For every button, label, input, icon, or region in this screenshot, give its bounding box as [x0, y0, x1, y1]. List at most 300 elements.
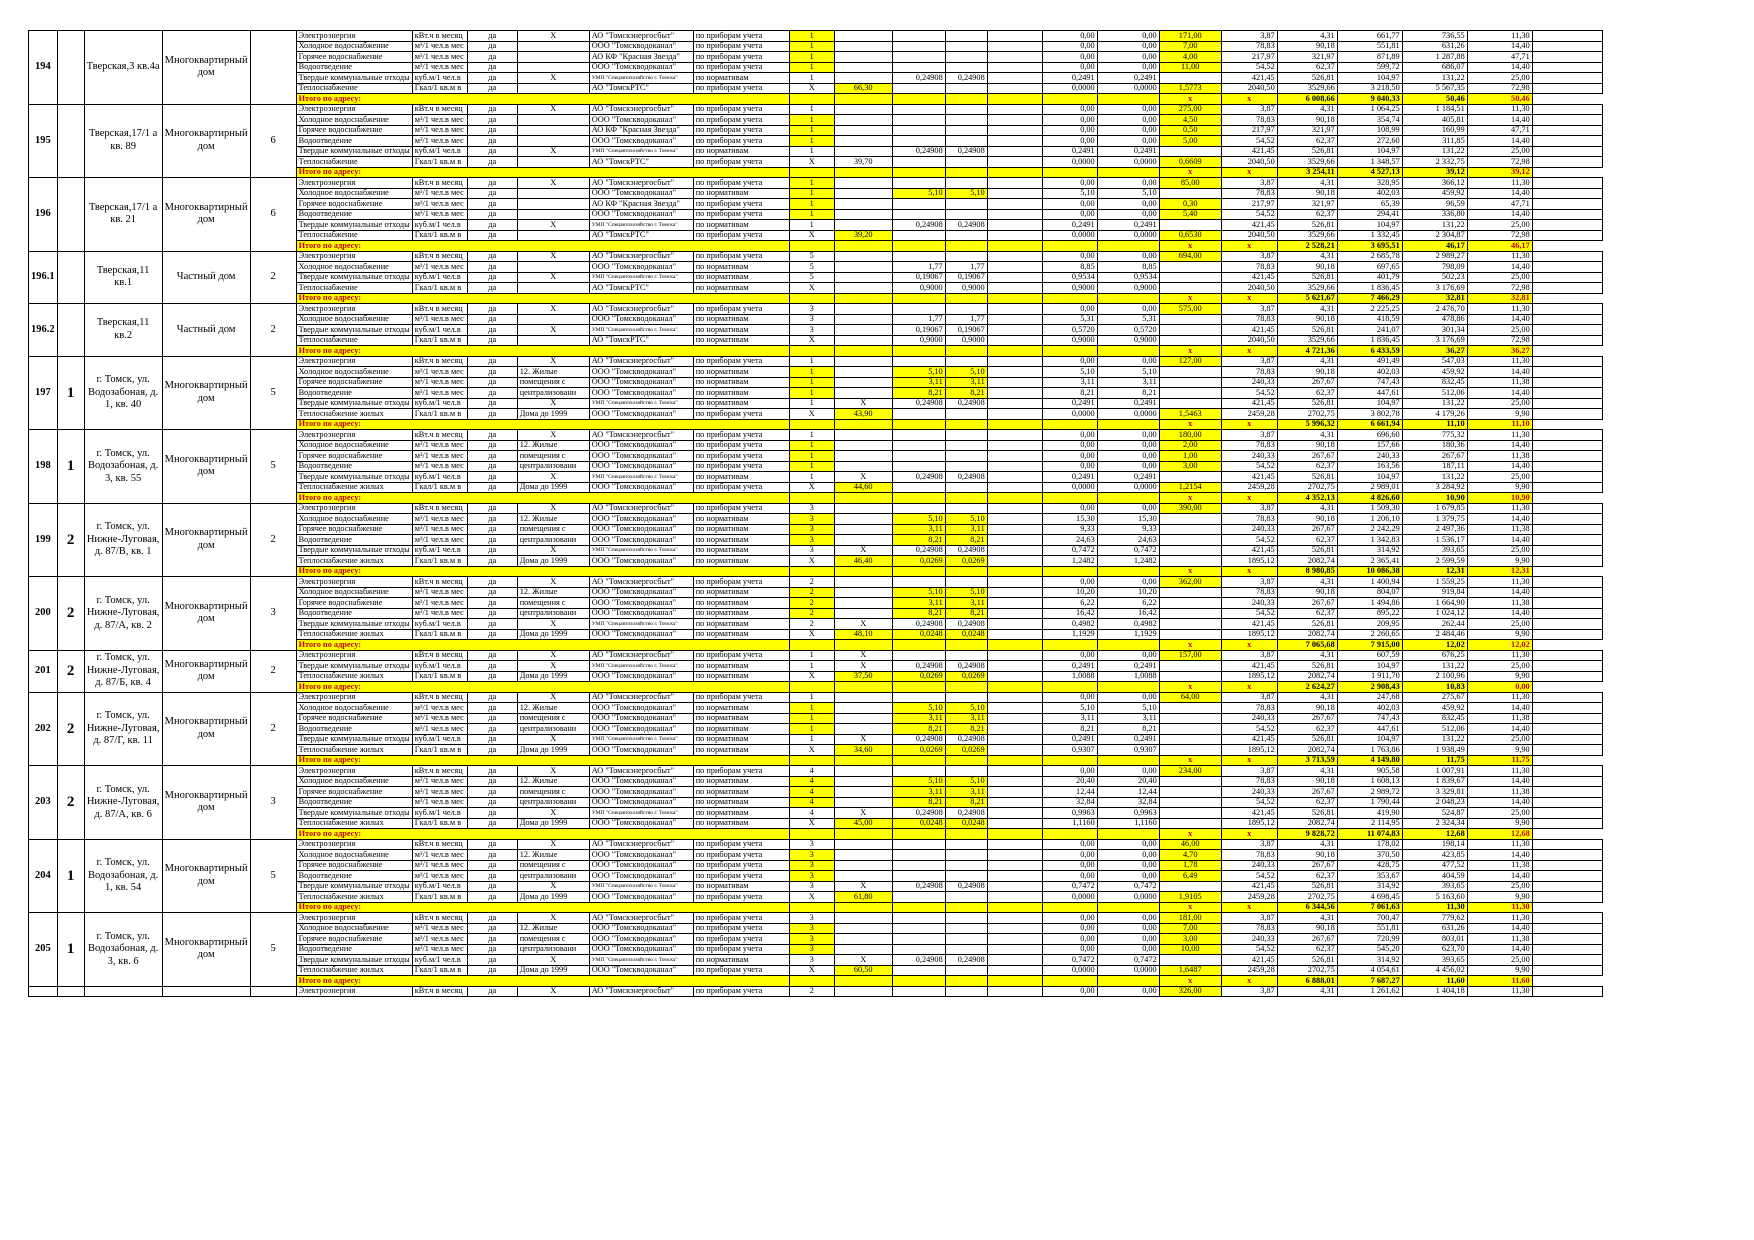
- end-cell: [1532, 923, 1602, 934]
- norm-2-cell: [945, 965, 987, 976]
- norm-2-cell: 8,21: [945, 535, 987, 546]
- volume-cell: 181,00: [1159, 913, 1221, 924]
- tariff-2-cell: 4,31: [1277, 104, 1337, 115]
- percent-cell: 11,30: [1467, 650, 1532, 661]
- norm-mid-cell: 48,10: [834, 629, 892, 640]
- total-x-1: x: [1159, 829, 1221, 840]
- total-x-2: x: [1221, 346, 1277, 357]
- regime-cell: Дома до 1999: [517, 892, 589, 903]
- service-name: Горячее водоснабжение: [296, 52, 412, 63]
- flag-cell: да: [467, 818, 517, 829]
- norm-1-cell: 1,77: [892, 262, 945, 273]
- unit-cell: м³/1 чел.в мес: [412, 776, 467, 787]
- quantity-cell: 1: [789, 440, 834, 451]
- norm-1-cell: 0,19067: [892, 272, 945, 283]
- unit-cell: м³/1 чел.в мес: [412, 367, 467, 378]
- persons-count: 3: [250, 766, 296, 840]
- method-cell: по приборам учета: [693, 230, 789, 241]
- flag-cell: да: [467, 965, 517, 976]
- value-1-cell: [987, 703, 1042, 714]
- service-name: Горячее водоснабжение: [296, 787, 412, 798]
- flag-cell: да: [467, 482, 517, 493]
- norm-1-cell: 0,9000: [892, 283, 945, 294]
- regime-cell: [517, 262, 589, 273]
- method-cell: по приборам учета: [693, 440, 789, 451]
- service-row: [29, 503, 1603, 514]
- sum-1-cell: 551,81: [1337, 923, 1402, 934]
- entry-number: 196.1: [29, 251, 58, 304]
- tariff-1-cell: 421,45: [1221, 272, 1277, 283]
- total-empty-cell: [789, 755, 834, 766]
- total-empty-cell: [1097, 682, 1159, 693]
- total-x-1: x: [1159, 293, 1221, 304]
- housing-type: Многоквартирный дом: [162, 692, 250, 766]
- end-cell: [1532, 209, 1602, 220]
- sum-2-cell: 5 567,35: [1402, 83, 1467, 94]
- flag-cell: да: [467, 671, 517, 682]
- value-1-cell: [987, 650, 1042, 661]
- method-cell: по приборам учета: [693, 52, 789, 63]
- supplier-cell: ООО "Томскводоканал": [589, 209, 693, 220]
- value-1-cell: [987, 850, 1042, 861]
- total-x-2: x: [1221, 566, 1277, 577]
- total-sum-1: 5 621,67: [1277, 293, 1337, 304]
- entry-number: 205: [29, 913, 58, 987]
- persons-count: 5: [250, 913, 296, 987]
- sum-1-cell: 428,75: [1337, 860, 1402, 871]
- method-cell: по нормативам: [693, 146, 789, 157]
- service-name: Твердые коммунальные отходы: [296, 955, 412, 966]
- method-cell: по нормативам: [693, 188, 789, 199]
- volume-cell: 1,6487: [1159, 965, 1221, 976]
- quantity-cell: 3: [789, 944, 834, 955]
- tariff-1-cell: 2459,28: [1221, 482, 1277, 493]
- value-1-cell: [987, 367, 1042, 378]
- total-empty-cell: [945, 566, 987, 577]
- quantity-cell: 1: [789, 377, 834, 388]
- unit-cell: м³/1 чел.в мес: [412, 713, 467, 724]
- value-2-cell: 0,2491: [1042, 734, 1097, 745]
- tariff-2-cell: 2702,75: [1277, 965, 1337, 976]
- norm-mid-cell: [834, 766, 892, 777]
- quantity-cell: 1: [789, 472, 834, 483]
- norm-mid-cell: [834, 272, 892, 283]
- address-cell: г. Томск, ул. Нижне-Луговая, д. 87/В, кв. 1: [84, 503, 162, 577]
- volume-cell: 11,00: [1159, 62, 1221, 73]
- service-name: Теплоснабжение: [296, 335, 412, 346]
- value-2-cell: 0,0000: [1042, 892, 1097, 903]
- flag-cell: да: [467, 251, 517, 262]
- unit-cell: Гкал/1 кв.м в: [412, 892, 467, 903]
- volume-cell: 1,5773: [1159, 83, 1221, 94]
- unit-cell: кВт.ч в месяц: [412, 577, 467, 588]
- norm-mid-cell: [834, 251, 892, 262]
- percent-cell: 11,30: [1467, 251, 1532, 262]
- total-x-2: x: [1221, 755, 1277, 766]
- total-sum-1: 6 008,66: [1277, 94, 1337, 105]
- norm-1-cell: [892, 965, 945, 976]
- tariff-2-cell: 62,37: [1277, 209, 1337, 220]
- flag-cell: да: [467, 31, 517, 42]
- volume-cell: [1159, 818, 1221, 829]
- regime-cell: X: [517, 31, 589, 42]
- norm-mid-cell: [834, 913, 892, 924]
- quantity-cell: 5: [789, 272, 834, 283]
- tariff-1-cell: 54,52: [1221, 62, 1277, 73]
- percent-cell: 47,71: [1467, 199, 1532, 210]
- housing-type: Частный дом: [162, 251, 250, 304]
- unit-cell: м³/1 чел.в мес: [412, 440, 467, 451]
- entry-number: 194: [29, 31, 58, 105]
- percent-cell: 11,30: [1467, 986, 1532, 997]
- quantity-cell: 2: [789, 587, 834, 598]
- tariff-2-cell: 62,37: [1277, 871, 1337, 882]
- sum-2-cell: 3 176,69: [1402, 283, 1467, 294]
- value-1-cell: [987, 157, 1042, 168]
- tariff-2-cell: 526,81: [1277, 881, 1337, 892]
- value-3-cell: 0,00: [1097, 31, 1159, 42]
- quantity-cell: 2: [789, 619, 834, 630]
- total-percent: 12,31: [1402, 566, 1467, 577]
- norm-mid-cell: X: [834, 545, 892, 556]
- sum-1-cell: 104,97: [1337, 398, 1402, 409]
- supplier-cell: ООО "Томскводоканал": [589, 377, 693, 388]
- sum-2-cell: 393,65: [1402, 955, 1467, 966]
- tariff-2-cell: 526,81: [1277, 734, 1337, 745]
- norm-2-cell: [945, 913, 987, 924]
- supplier-cell: УМП "Спецавтохозяйство г. Томска": [589, 472, 693, 483]
- sum-1-cell: 354,74: [1337, 115, 1402, 126]
- quantity-cell: 4: [789, 776, 834, 787]
- quantity-cell: 1: [789, 104, 834, 115]
- tariff-2-cell: 321,97: [1277, 199, 1337, 210]
- sum-1-cell: 2 365,41: [1337, 556, 1402, 567]
- regime-cell: Дома до 1999: [517, 745, 589, 756]
- blank-cell: [84, 986, 162, 997]
- value-3-cell: 0,00: [1097, 41, 1159, 52]
- regime-cell: X: [517, 325, 589, 336]
- sum-2-cell: 919,84: [1402, 587, 1467, 598]
- service-row: [29, 430, 1603, 441]
- unit-cell: м³/1 чел.в мес: [412, 188, 467, 199]
- volume-cell: [1159, 955, 1221, 966]
- sum-2-cell: 686,07: [1402, 62, 1467, 73]
- norm-mid-cell: [834, 850, 892, 861]
- group-number: 2: [57, 692, 84, 766]
- percent-cell: 14,40: [1467, 776, 1532, 787]
- norm-1-cell: [892, 136, 945, 147]
- tariff-1-cell: 2459,28: [1221, 892, 1277, 903]
- value-3-cell: 0,00: [1097, 199, 1159, 210]
- norm-2-cell: 0,24908: [945, 146, 987, 157]
- tariff-2-cell: 62,37: [1277, 388, 1337, 399]
- method-cell: по нормативам: [693, 398, 789, 409]
- norm-1-cell: [892, 503, 945, 514]
- service-name: Теплоснабжение жилых: [296, 965, 412, 976]
- total-x-1: x: [1159, 94, 1221, 105]
- flag-cell: да: [467, 377, 517, 388]
- volume-cell: [1159, 598, 1221, 609]
- address-cell: Тверская,17/1 а кв. 89: [84, 104, 162, 178]
- norm-mid-cell: [834, 692, 892, 703]
- norm-mid-cell: [834, 325, 892, 336]
- method-cell: по нормативам: [693, 671, 789, 682]
- sum-1-cell: 1 064,25: [1337, 104, 1402, 115]
- flag-cell: да: [467, 52, 517, 63]
- tariff-2-cell: 3529,66: [1277, 83, 1337, 94]
- value-3-cell: 0,9534: [1097, 272, 1159, 283]
- service-name: Электроэнергия: [296, 913, 412, 924]
- value-3-cell: 0,00: [1097, 503, 1159, 514]
- norm-2-cell: [945, 430, 987, 441]
- persons-count: 3: [250, 577, 296, 651]
- regime-cell: [517, 52, 589, 63]
- volume-cell: [1159, 524, 1221, 535]
- flag-cell: да: [467, 73, 517, 84]
- norm-2-cell: [945, 986, 987, 997]
- norm-2-cell: 0,19067: [945, 272, 987, 283]
- service-name: Твердые коммунальные отходы: [296, 881, 412, 892]
- unit-cell: куб.м/1 чел.в: [412, 220, 467, 231]
- method-cell: по приборам учета: [693, 356, 789, 367]
- quantity-cell: 3: [789, 535, 834, 546]
- sum-2-cell: 478,86: [1402, 314, 1467, 325]
- supplier-cell: АО "Томскэнергосбыт": [589, 356, 693, 367]
- end-cell: [1532, 52, 1602, 63]
- blank-cell: [29, 986, 58, 997]
- sum-2-cell: 5 163,60: [1402, 892, 1467, 903]
- total-empty-cell: [1097, 755, 1159, 766]
- service-name: Водоотведение: [296, 209, 412, 220]
- quantity-cell: 1: [789, 734, 834, 745]
- value-2-cell: 0,00: [1042, 577, 1097, 588]
- value-1-cell: [987, 125, 1042, 136]
- value-1-cell: [987, 986, 1042, 997]
- unit-cell: м³/1 чел.в мес: [412, 934, 467, 945]
- quantity-cell: 1: [789, 430, 834, 441]
- method-cell: по приборам учета: [693, 199, 789, 210]
- value-3-cell: 0,5720: [1097, 325, 1159, 336]
- flag-cell: да: [467, 797, 517, 808]
- total-end: 32,81: [1467, 293, 1532, 304]
- total-empty-cell: [789, 640, 834, 651]
- regime-cell: X: [517, 73, 589, 84]
- service-row: [29, 577, 1603, 588]
- tariff-2-cell: 267,67: [1277, 934, 1337, 945]
- total-empty-cell: [1042, 94, 1097, 105]
- volume-cell: [1159, 724, 1221, 735]
- value-3-cell: 0,9000: [1097, 335, 1159, 346]
- sum-1-cell: 247,68: [1337, 692, 1402, 703]
- total-end: 46,17: [1467, 241, 1532, 252]
- norm-1-cell: 0,24908: [892, 881, 945, 892]
- norm-2-cell: 3,11: [945, 713, 987, 724]
- flag-cell: да: [467, 104, 517, 115]
- total-empty-cell: [789, 346, 834, 357]
- tariff-1-cell: 240,33: [1221, 451, 1277, 462]
- value-2-cell: 1,1160: [1042, 818, 1097, 829]
- unit-cell: кВт.ч в месяц: [412, 986, 467, 997]
- total-percent: 11,30: [1402, 902, 1467, 913]
- norm-2-cell: 3,11: [945, 524, 987, 535]
- total-sum-1: 6 344,56: [1277, 902, 1337, 913]
- persons-count: 5: [250, 356, 296, 430]
- norm-1-cell: 0,24908: [892, 73, 945, 84]
- service-name: Водоотведение: [296, 944, 412, 955]
- flag-cell: да: [467, 136, 517, 147]
- value-2-cell: 0,2491: [1042, 73, 1097, 84]
- sum-2-cell: 187,11: [1402, 461, 1467, 472]
- tariff-1-cell: 54,52: [1221, 461, 1277, 472]
- norm-1-cell: 0,0269: [892, 671, 945, 682]
- end-cell: [1532, 83, 1602, 94]
- quantity-cell: 2: [789, 598, 834, 609]
- total-empty-cell: [1097, 493, 1159, 504]
- tariff-1-cell: 3,87: [1221, 503, 1277, 514]
- value-3-cell: 0,00: [1097, 850, 1159, 861]
- value-1-cell: [987, 136, 1042, 147]
- percent-cell: 25,00: [1467, 734, 1532, 745]
- norm-mid-cell: [834, 209, 892, 220]
- method-cell: по приборам учета: [693, 31, 789, 42]
- end-cell: [1532, 377, 1602, 388]
- regime-cell: централизовани: [517, 871, 589, 882]
- volume-cell: [1159, 881, 1221, 892]
- norm-2-cell: 3,11: [945, 598, 987, 609]
- flag-cell: да: [467, 692, 517, 703]
- value-1-cell: [987, 304, 1042, 315]
- flag-cell: да: [467, 944, 517, 955]
- group-number: [57, 304, 84, 357]
- sum-2-cell: 198,14: [1402, 839, 1467, 850]
- unit-cell: м³/1 чел.в мес: [412, 388, 467, 399]
- service-name: Холодное водоснабжение: [296, 41, 412, 52]
- total-empty-cell: [892, 419, 945, 430]
- supplier-cell: УМП "Спецавтохозяйство г. Томска": [589, 220, 693, 231]
- percent-cell: 11,38: [1467, 934, 1532, 945]
- value-1-cell: [987, 524, 1042, 535]
- tariff-2-cell: 321,97: [1277, 125, 1337, 136]
- persons-count: 2: [250, 503, 296, 577]
- percent-cell: 11,30: [1467, 913, 1532, 924]
- sum-2-cell: 459,92: [1402, 703, 1467, 714]
- value-1-cell: [987, 146, 1042, 157]
- percent-cell: 11,30: [1467, 766, 1532, 777]
- quantity-cell: 1: [789, 209, 834, 220]
- percent-cell: 25,00: [1467, 661, 1532, 672]
- norm-2-cell: 0,0248: [945, 629, 987, 640]
- quantity-cell: 1: [789, 703, 834, 714]
- total-empty-cell: [1042, 346, 1097, 357]
- norm-2-cell: [945, 83, 987, 94]
- percent-cell: 11,38: [1467, 524, 1532, 535]
- service-name: Теплоснабжение жилых: [296, 745, 412, 756]
- unit-cell: м³/1 чел.в мес: [412, 587, 467, 598]
- value-1-cell: [987, 409, 1042, 420]
- quantity-cell: 1: [789, 188, 834, 199]
- flag-cell: да: [467, 619, 517, 630]
- total-label: Итого по адресу:: [296, 682, 789, 693]
- flag-cell: да: [467, 388, 517, 399]
- regime-cell: X: [517, 839, 589, 850]
- norm-2-cell: [945, 892, 987, 903]
- sum-1-cell: 209,95: [1337, 619, 1402, 630]
- sum-2-cell: 1 536,17: [1402, 535, 1467, 546]
- norm-mid-cell: [834, 944, 892, 955]
- supplier-cell: ООО "Томскводоканал": [589, 923, 693, 934]
- service-name: Твердые коммунальные отходы: [296, 734, 412, 745]
- service-row: [29, 104, 1603, 115]
- value-1-cell: [987, 188, 1042, 199]
- total-empty-cell: [834, 167, 892, 178]
- end-cell: [1532, 482, 1602, 493]
- unit-cell: м³/1 чел.в мес: [412, 703, 467, 714]
- total-empty-cell: [987, 293, 1042, 304]
- norm-2-cell: 0,19067: [945, 325, 987, 336]
- end-cell: [1532, 545, 1602, 556]
- service-name: Теплоснабжение: [296, 157, 412, 168]
- tariff-1-cell: 421,45: [1221, 73, 1277, 84]
- value-3-cell: 0,2491: [1097, 146, 1159, 157]
- method-cell: по нормативам: [693, 797, 789, 808]
- value-3-cell: 32,84: [1097, 797, 1159, 808]
- service-name: Твердые коммунальные отходы: [296, 272, 412, 283]
- value-3-cell: 0,0000: [1097, 230, 1159, 241]
- value-3-cell: 0,00: [1097, 178, 1159, 189]
- tariff-1-cell: 1895,12: [1221, 629, 1277, 640]
- total-sum-2: 7 466,29: [1337, 293, 1402, 304]
- quantity-cell: X: [789, 335, 834, 346]
- regime-cell: 12. Жилые: [517, 776, 589, 787]
- regime-cell: помещения с: [517, 934, 589, 945]
- total-empty-cell: [987, 493, 1042, 504]
- norm-mid-cell: [834, 335, 892, 346]
- unit-cell: куб.м/1 чел.в: [412, 272, 467, 283]
- total-empty-cell: [1042, 682, 1097, 693]
- percent-cell: 9,90: [1467, 965, 1532, 976]
- norm-2-cell: 8,21: [945, 608, 987, 619]
- service-name: Холодное водоснабжение: [296, 514, 412, 525]
- flag-cell: да: [467, 556, 517, 567]
- value-3-cell: 0,00: [1097, 577, 1159, 588]
- quantity-cell: 1: [789, 398, 834, 409]
- total-empty-cell: [834, 346, 892, 357]
- total-sum-1: 2 528,21: [1277, 241, 1337, 252]
- supplier-cell: АО "Томскэнергосбыт": [589, 104, 693, 115]
- flag-cell: да: [467, 524, 517, 535]
- sum-1-cell: 314,92: [1337, 881, 1402, 892]
- percent-cell: 14,40: [1467, 724, 1532, 735]
- blank-cell: [162, 986, 250, 997]
- total-sum-1: 7 065,68: [1277, 640, 1337, 651]
- value-1-cell: [987, 839, 1042, 850]
- norm-1-cell: [892, 451, 945, 462]
- regime-cell: централизовани: [517, 608, 589, 619]
- address-cell: г. Томск, ул. Водозабоная, д. 3, кв. 55: [84, 430, 162, 504]
- value-2-cell: 0,2491: [1042, 661, 1097, 672]
- value-2-cell: 1,0088: [1042, 671, 1097, 682]
- regime-cell: X: [517, 619, 589, 630]
- regime-cell: 12. Жилые: [517, 850, 589, 861]
- service-name: Горячее водоснабжение: [296, 377, 412, 388]
- supplier-cell: ООО "Томскводоканал": [589, 724, 693, 735]
- supplier-cell: УМП "Спецавтохозяйство г. Томска": [589, 955, 693, 966]
- quantity-cell: X: [789, 556, 834, 567]
- tariff-2-cell: 526,81: [1277, 220, 1337, 231]
- end-cell: [1532, 703, 1602, 714]
- value-3-cell: 8,21: [1097, 388, 1159, 399]
- percent-cell: 72,98: [1467, 283, 1532, 294]
